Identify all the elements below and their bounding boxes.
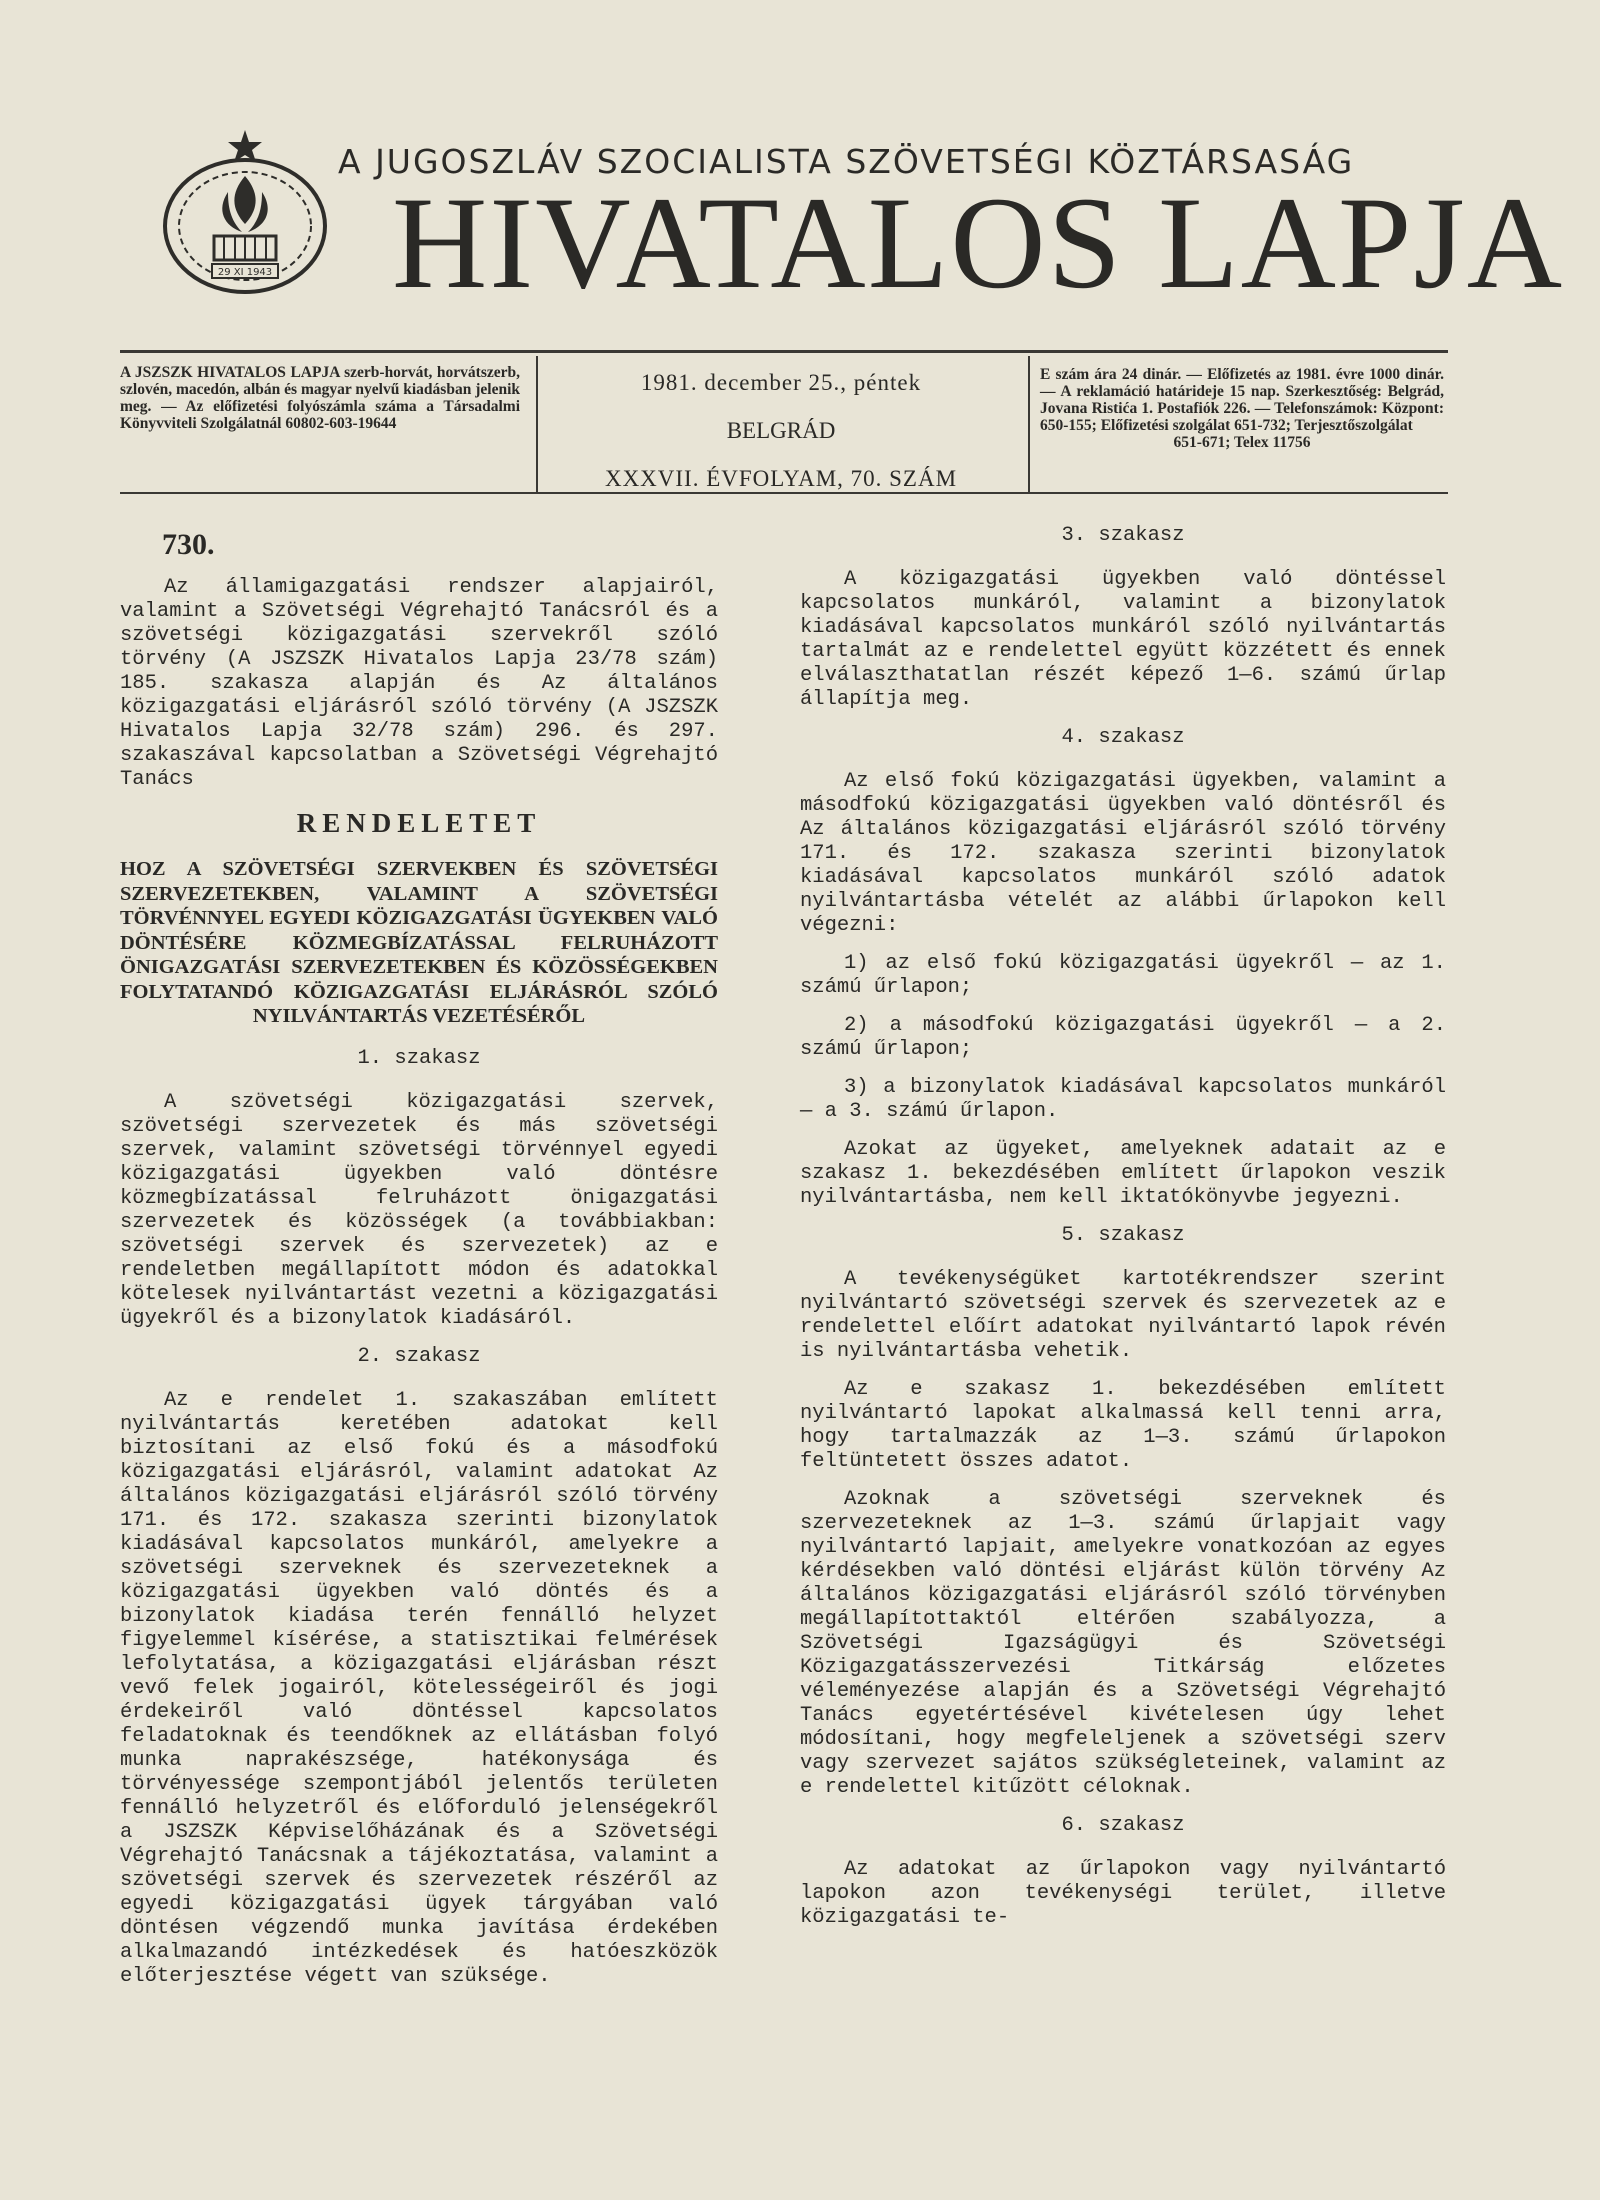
emblem-date-text: 29 XI 1943 — [217, 267, 273, 278]
header-divider-right — [1028, 356, 1030, 492]
decree-heading: RENDELETET — [296, 808, 542, 838]
issue-city: BELGRÁD — [726, 418, 836, 443]
masthead-kicker: A JUGOSZLÁV SZOCIALISTA SZÖVETSÉGI KÖZTÁRSASÁG — [338, 142, 1355, 181]
preamble: Az államigazgatási rendszer alapjairól, valamint a Szövetségi Végrehajtó Tanácsról és a szövetségi közigazgatási szervekről szóló törvény (A JSZSZK Hivatalos Lapja 23/78 szám) 185. szakasza alapján és Az általános közigazgatási eljárásról szóló törvény (A JSZSZK Hivatalos Lapja 32/78 szám) 296. és 297. szakaszával kapcsolatban a Szövetségi Végrehajtó Tanács — [120, 576, 718, 791]
decree-subject: HOZ A SZÖVETSÉGI SZERVEKBEN ÉS SZÖVETSÉGI SZERVEZETEKBEN, VALAMINT A SZÖVETSÉGI TÖRVÉNNYEL EGYEDI KÖZIGAZGATÁSI ÜGYEKBEN VALÓ DÖNTÉSÉRE KÖZMEGBÍZATÁSSAL FELRUHÁZOTT ÖNIGAZGATÁSI SZERVEZETEKBEN ÉS KÖZÖSSÉGEKBEN FOLYTATANDÓ KÖZIGAZGATÁSI ELJÁRÁSRÓL SZÓLÓ NYILVÁNTARTÁS VEZETÉSÉRŐL — [120, 858, 718, 1027]
section-5-paragraph-1: A tevékenységüket kartotékrendszer szerint nyilvántartó szövetségi szervek és szervezetek az e rendelettel előírt adatokat nyilvántartó lapok révén is nyilvántartásba vehetik. — [800, 1268, 1446, 1363]
section-4-paragraph: Az első fokú közigazgatási ügyekben, valamint a másodfokú közigazgatási ügyekben való döntésről és Az általános közigazgatási eljárásról szóló törvény 171. és 172. szakasza szerinti bizonylatok kiadásával kapcsolatos munkáról szóló adatok nyilvántartásba vételét az alábbi űrlapokon kell végezni: — [800, 770, 1446, 937]
header-divider-left — [536, 356, 538, 492]
right-column — [800, 524, 1446, 1944]
section-3-title: 3. szakasz — [1061, 524, 1185, 547]
issue-number: XXXVII. ÉVFOLYAM, 70. SZÁM — [604, 466, 958, 491]
section-4-paragraph-2: Azokat az ügyeket, amelyeknek adatait az e szakasz 1. bekezdésében említett űrlapokon veszik nyilvántartásba, nem kell iktatókönyvbe jegyezni. — [800, 1138, 1446, 1209]
section-5-paragraph-2: Az e szakasz 1. bekezdésében említett nyilvántartó lapokat alkalmassá kell tenni arra, hogy tartalmazzák az 1—3. számú űrlapokon feltüntetett összes adatot. — [800, 1378, 1446, 1473]
section-6-paragraph: Az adatokat az űrlapokon vagy nyilvántartó lapokon azon tevékenységi terület, illetve közigazgatási te- — [800, 1858, 1446, 1929]
left-column — [120, 524, 718, 2003]
decree-number: 730. — [162, 528, 215, 561]
price-info-text: E szám ára 24 dinár. — Előfizetés az 1981. évre 1000 dinár. — A reklamáció határideje 15 nap. Szerkesztőség: Belgrád, Jovana Ristića 1. Postafiók 226. — Telefonszámok: Központ: 650-155; Előfizetési szolgálat 651-732; Terjesztőszolgálat — [1040, 366, 1444, 434]
price-info — [1040, 366, 1444, 451]
section-2-paragraph: Az e rendelet 1. szakaszában említett nyilvántartás keretében adatokat kell biztosítani az első fokú és a másodfokú közigazgatási eljárásról, valamint adatokat Az általános közigazgatási eljárásról szóló törvény 171. és 172. szakasza szerinti bizonylatok kiadásával kapcsolatos munkáról, amelyekre a szövetségi szerveknek és szervezeteknek a közigazgatási ügyekben való döntés és a bizonylatok kiadása terén fennálló helyzet figyelemmel kísérése, a statisztikai felmérések lefolytatása, a közigazgatási eljárásban részt vevő felek jogairól, kötelességeiről és jogi érdekeiről való döntéssel kapcsolatos feladatoknak és teendőknek az ellátásban folyó munka naprakészsége, hatékonysága és törvényessége szempontjából jelentős területen fennálló helyzetről és előforduló jelenségekről a JSZSZK Képviselőházának és a Szövetségi Végrehajtó Tanácsnak a tájékoztatása, valamint a szövetségi szervek és szervezetek részéről az egyedi közigazgatási ügyek tárgyában való döntésen végzendő munka javítása érdekében alkalmazandó intézkedések és hatóeszközök előterjesztése végett van szüksége. — [120, 1388, 718, 1988]
section-1-paragraph: A szövetségi közigazgatási szervek, szövetségi szervezetek és más szövetségi szervek, valamint szövetségi törvénnyel egyedi közigazgatási ügyekben való döntésre közmegbízatással felruházott önigazgatási szervezetek és közösségek (a továbbiakban: szövetségi szervek és szervezetek) az e rendeletben megállapított módon és adatokkal kötelesek nyilvántartást vezetni a közigazgatási ügyekről és a bizonylatok kiadásáról. — [120, 1090, 718, 1330]
section-4-item-2: 2) a másodfokú közigazgatási ügyekről — a 2. számú űrlapon; — [800, 1014, 1446, 1061]
section-1-title: 1. szakasz — [357, 1046, 481, 1070]
section-3-paragraph: A közigazgatási ügyekben való döntéssel kapcsolatos munkáról, valamint a bizonylatok kiadásával kapcsolatos munkáról szóló nyilvántartás tartalmát az e rendelettel együtt közzétett és ennek elválaszthatatlan részét képező 1—6. számú űrlap állapítja meg. — [800, 568, 1446, 711]
price-info-last-line: 651-671; Telex 11756 — [1173, 434, 1311, 451]
section-6-title: 6. szakasz — [1061, 1814, 1185, 1837]
section-2-title: 2. szakasz — [357, 1344, 481, 1368]
header-top-rule — [120, 350, 1448, 353]
section-5-title: 5. szakasz — [1061, 1224, 1185, 1247]
section-4-item-1: 1) az első fokú közigazgatási ügyekről — az 1. számú űrlapon; — [800, 952, 1446, 999]
issue-info — [550, 370, 1012, 514]
section-4-item-3: 3) a bizonylatok kiadásával kapcsolatos munkáról — a 3. számú űrlapon. — [800, 1076, 1446, 1123]
section-4-title: 4. szakasz — [1061, 726, 1185, 749]
state-emblem-icon — [158, 128, 332, 302]
issue-date: 1981. december 25., péntek — [640, 370, 922, 395]
section-5-paragraph-3: Azoknak a szövetségi szerveknek és szervezeteknek az 1—3. számú űrlapjait vagy nyilvántartó lapjait, amelyekre vonatkozóan az egyes kérdésekben való döntési eljárást külön törvény Az általános közigazgatási eljárásról szóló törvényben megállapítottaktól eltérően szabályozza, a Szövetségi Igazságügyi és Szövetségi Közigazgatásszervezési Titkárság előzetes véleményezése alapján és a Szövetségi Végrehajtó Tanács egyetértésével kivételesen úgy lehet módosítani, hogy megfeleljenek a szövetségi szerv vagy szervezet sajátos szükségleteinek, valamint az e rendelettel kitűzött céloknak. — [800, 1488, 1446, 1799]
masthead-title: HIVATALOS LAPJA — [392, 169, 1565, 316]
publication-info: A JSZSZK HIVATALOS LAPJA szerb-horvát, horvátszerb, szlovén, macedón, albán és magyar nyelvű kiadásban jelenik meg. — Az előfizetési folyószámla száma a Társadalmi Könyvviteli Szolgálatnál 60802-603-19644 — [120, 364, 520, 432]
